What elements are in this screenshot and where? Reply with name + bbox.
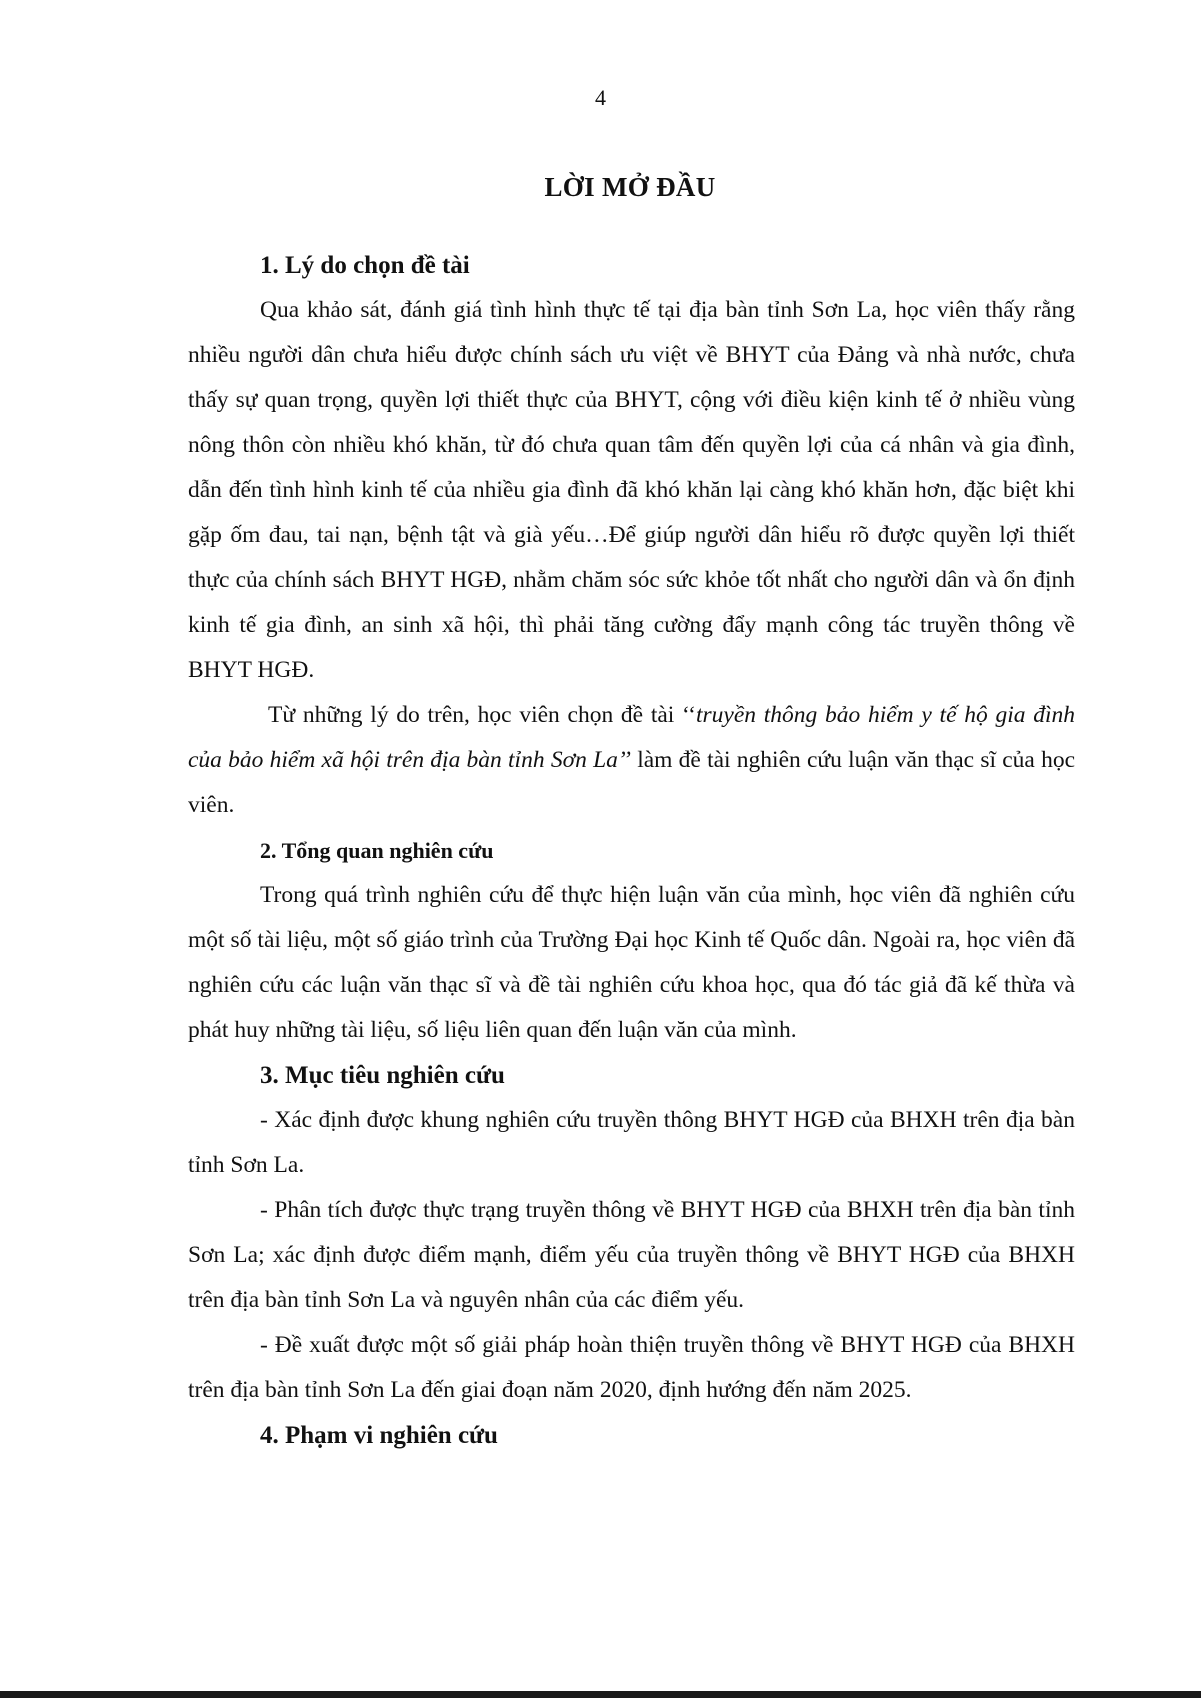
section-2-paragraph-1: Trong quá trình nghiên cứu để thực hiện luận văn của mình, học viên đã nghiên cứu một số tài liệu, một số giáo trình của Trường Đại học Kinh tế Quốc dân. Ngoài ra, học viên đã nghiên cứu các luận văn thạc sĩ và đề tài nghiên cứu khoa học, qua đó tác giả đã kế thừa và phát huy những tài liệu, số liệu liên quan đến luận văn của mình.: [188, 882, 1075, 1043]
bottom-border: [0, 1691, 1201, 1698]
thesis-topic-italic: truyền thông bảo hiểm y tế hộ gia đình của bảo hiểm xã hội trên địa bàn tỉnh Sơn La’’: [188, 702, 1075, 773]
section-1-paragraph-2: [188, 693, 1075, 828]
paragraph-text: Từ những lý do trên, học viên chọn đề tài ‘‘: [268, 702, 696, 728]
section-heading-4: 4. Phạm vi nghiên cứu: [260, 1422, 498, 1449]
section-1-paragraph-1: Qua khảo sát, đánh giá tình hình thực tế tại địa bàn tỉnh Sơn La, học viên thấy rằng nhiều người dân chưa hiểu được chính sách ưu việt về BHYT của Đảng và nhà nước, chưa thấy sự quan trọng, quyền lợi thiết thực của BHYT, cộng với điều kiện kinh tế ở nhiều vùng nông thôn còn nhiều khó khăn, từ đó chưa quan tâm đến quyền lợi của cá nhân và gia đình, dẫn đến tình hình kinh tế của nhiều gia đình đã khó khăn lại càng khó khăn hơn, đặc biệt khi gặp ốm đau, tai nạn, bệnh tật và già yếu…Để giúp người dân hiểu rõ được quyền lợi thiết thực của chính sách BHYT HGĐ, nhằm chăm sóc sức khỏe tốt nhất cho người dân và ổn định kinh tế gia đình, an sinh xã hội, thì phải tăng cường đẩy mạnh công tác truyền thông về BHYT HGĐ.: [188, 297, 1075, 683]
objective-item-3: - Đề xuất được một số giải pháp hoàn thiện truyền thông về BHYT HGĐ của BHXH trên địa bàn tỉnh Sơn La đến giai đoạn năm 2020, định hướng đến năm 2025.: [188, 1332, 1075, 1403]
objective-item-1: - Xác định được khung nghiên cứu truyền thông BHYT HGĐ của BHXH trên địa bàn tỉnh Sơn La.: [188, 1107, 1075, 1178]
chapter-title: LỜI MỞ ĐẦU: [544, 172, 716, 202]
section-heading-2: 2. Tổng quan nghiên cứu: [260, 838, 494, 863]
objective-item-2: - Phân tích được thực trạng truyền thông về BHYT HGĐ của BHXH trên địa bàn tỉnh Sơn La; xác định được điểm mạnh, điểm yếu của truyền thông về BHYT HGĐ của BHXH trên địa bàn tỉnh Sơn La và nguyên nhân của các điểm yếu.: [188, 1197, 1075, 1313]
section-heading-1: 1. Lý do chọn đề tài: [260, 252, 470, 279]
paragraph-text: làm đề tài nghiên cứu luận văn thạc sĩ của học viên.: [188, 747, 1076, 818]
section-heading-3: 3. Mục tiêu nghiên cứu: [260, 1062, 505, 1089]
document-body: [188, 243, 1075, 1458]
page-number: 4: [595, 85, 606, 110]
